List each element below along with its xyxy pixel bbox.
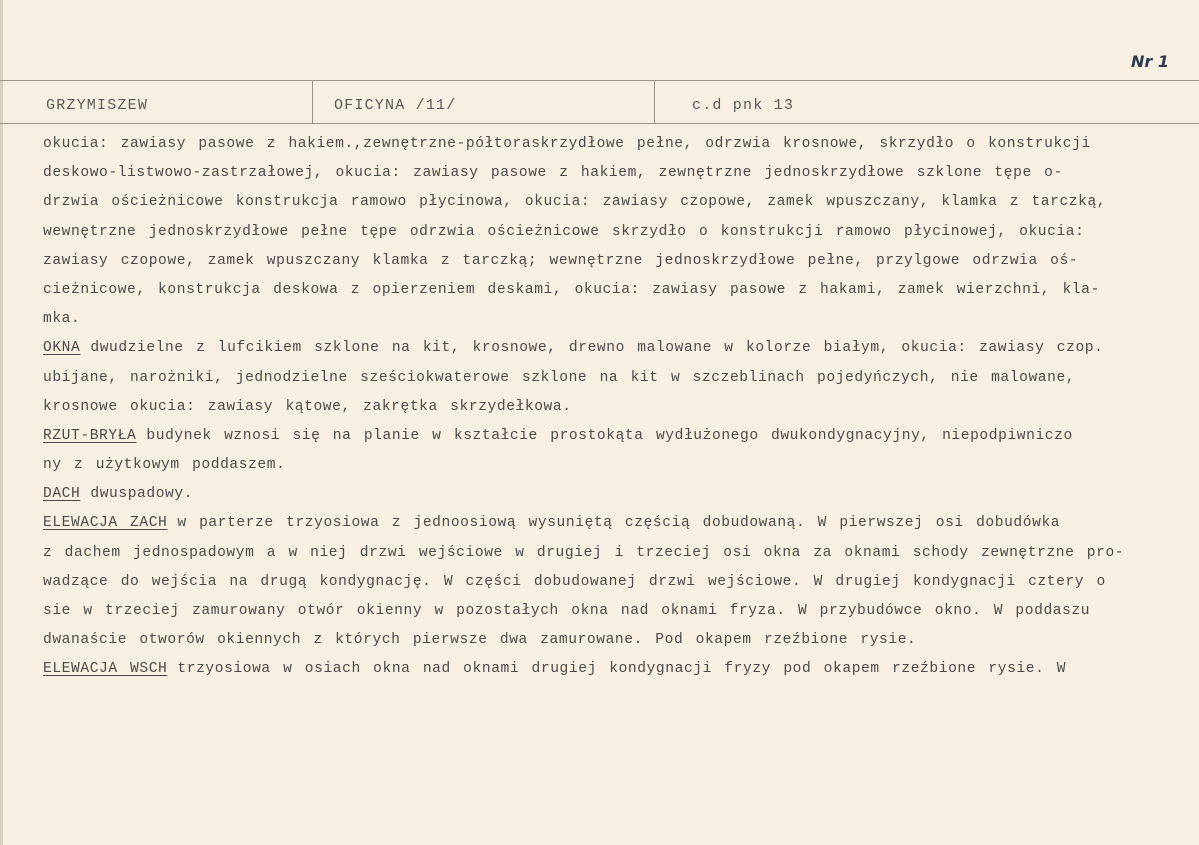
section-heading: RZUT-BRYŁA: [43, 427, 137, 444]
line-text: budynek wznosi się na planie w kształcie prostokąta wydłużonego dwukondygnacyjny, niepodpiwniczo: [146, 427, 1073, 444]
line-text: trzyosiowa w osiach okna nad oknami drugiej kondygnacji fryzy pod okapem rzeźbione rysie. W: [177, 661, 1067, 678]
line-text: okucia: zawiasy pasowe z hakiem.,zewnętrzne-półtoraskrzydłowe pełne, odrzwia krosnowe, skrzydło o konstrukcji: [43, 136, 1091, 152]
section-heading: DACH: [43, 486, 81, 503]
text-line: [43, 276, 1193, 305]
line-text: ubijane, narożniki, jednodzielne sześciokwaterowe szklone na kit w szczeblinach pojedyńczych, nie malowane,: [43, 369, 1076, 386]
text-line: [43, 334, 1193, 363]
line-text: cieżnicowe, konstrukcja deskowa z opierzeniem deskami, okucia: zawiasy pasowe z hakami, zamek wierzchni, kla-: [43, 281, 1100, 298]
line-text: zawiasy czopowe, zamek wpuszczany klamka z tarczką; wewnętrzne jednoskrzydłowe pełne, przylgowe odrzwia oś-: [43, 252, 1079, 269]
text-line: [43, 597, 1193, 626]
description-text: [43, 130, 1193, 685]
text-line: [43, 655, 1193, 684]
text-line: [43, 393, 1193, 422]
text-line: [43, 509, 1193, 538]
line-text: dwuspadowy.: [90, 486, 194, 503]
line-text: w parterze trzyosiowa z jednoosiową wysuniętą częścią dobudowaną. W pierwszej osi dobudówka: [177, 515, 1061, 532]
header-reference: c.d pnk 13: [692, 97, 795, 114]
header-top-rule: [0, 80, 1199, 81]
header-building: OFICYNA /11/: [334, 97, 457, 114]
text-line: [43, 626, 1193, 655]
text-line: [43, 218, 1193, 247]
text-line: [43, 188, 1193, 217]
text-line: [43, 422, 1193, 451]
line-text: drzwia ościeżnicowe konstrukcja ramowo płycinowa, okucia: zawiasy czopowe, zamek wpuszczany, klamka z tarczką,: [43, 194, 1107, 211]
line-text: deskowo-listwowo-zastrzałowej, okucia: zawiasy pasowe z hakiem, zewnętrzne jednoskrzydłowe szklone tępe o-: [43, 165, 1063, 182]
line-text: z dachem jednospadowym a w niej drzwi wejściowe w drugiej i trzeciej osi okna za oknami schody zewnętrzne pro-: [43, 544, 1125, 561]
section-heading: OKNA: [43, 340, 81, 357]
section-heading: ELEWACJA WSCH: [43, 661, 168, 678]
line-text: sie w trzeciej zamurowany otwór okienny w pozostałych okna nad oknami fryza. W przybudówce okno. W poddaszu: [43, 603, 1091, 619]
text-line: [43, 364, 1193, 393]
text-line: [43, 539, 1193, 568]
line-text: dwudzielne z lufcikiem szklone na kit, krosnowe, drewno malowane w kolorze białym, okucia: zawiasy czop.: [90, 340, 1104, 357]
line-text: mka.: [43, 311, 81, 328]
card-edge: [0, 0, 3, 845]
text-line: [43, 568, 1193, 597]
text-line: [43, 247, 1193, 276]
text-line: [43, 130, 1193, 159]
header-bottom-rule: [0, 123, 1199, 124]
line-text: krosnowe okucia: zawiasy kątowe, zakrętka skrzydełkowa.: [43, 398, 572, 415]
header-location: GRZYMISZEW: [46, 97, 149, 114]
line-text: ny z użytkowym poddaszem.: [43, 457, 286, 474]
text-line: [43, 451, 1193, 480]
text-line: [43, 159, 1193, 188]
text-line: [43, 305, 1193, 334]
line-text: wadzące do wejścia na drugą kondygnację. W części dobudowanej drzwi wejściowe. W drugiej kondygnacji cztery o: [43, 573, 1106, 590]
line-text: wewnętrzne jednoskrzydłowe pełne tępe odrzwia ościeżnicowe skrzydło o konstrukcji ramowo płycinowej, okucia:: [43, 223, 1085, 240]
header-divider: [654, 80, 655, 123]
text-line: [43, 480, 1193, 509]
card-number: Nr 1: [1131, 52, 1169, 71]
header-divider: [312, 80, 313, 123]
section-heading: ELEWACJA ZACH: [43, 515, 168, 532]
line-text: dwanaście otworów okiennych z których pierwsze dwa zamurowane. Pod okapem rzeźbione rysie.: [43, 632, 917, 649]
